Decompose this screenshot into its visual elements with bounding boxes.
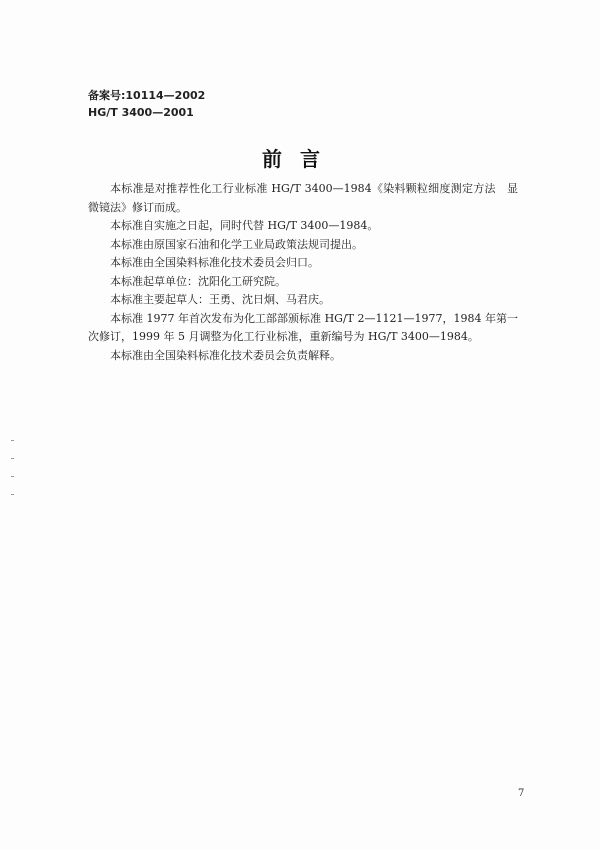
preface-body (88, 180, 518, 365)
paragraph: 本标准 1977 年首次发布为化工部部颁标准 HG/T 2—1121—1977，1984 年第一次修订，1999 年 5 月调整为化工行业标准，重新编号为 HG/T 3400—1984。 (88, 311, 518, 343)
paragraph: 本标准自实施之日起，同时代替 HG/T 3400—1984。 (110, 219, 379, 232)
page-title: 前言 (262, 147, 338, 171)
margin-mark (11, 458, 14, 459)
margin-mark (11, 494, 14, 495)
margin-mark (11, 476, 14, 477)
paragraph: 本标准是对推荐性化工行业标准 HG/T 3400—1984《染料颗粒细度测定方法 显微镜法》修订而成。 (88, 182, 518, 214)
filing-number: 备案号:10114—2002 (88, 89, 206, 102)
paragraph: 本标准由全国染料标准化技术委员会归口。 (110, 256, 319, 269)
header-meta (88, 87, 205, 121)
margin-mark (11, 440, 14, 441)
standard-code: HG/T 3400—2001 (88, 106, 194, 119)
paragraph: 本标准起草单位：沈阳化工研究院。 (110, 274, 286, 288)
page-number: 7 (518, 788, 525, 799)
paragraph: 本标准由全国染料标准化技术委员会负责解释。 (110, 348, 341, 362)
paragraph: 本标准由原国家石油和化学工业局政策法规司提出。 (110, 237, 363, 251)
paragraph: 本标准主要起草人：王勇、沈日炯、马君庆。 (110, 293, 330, 306)
